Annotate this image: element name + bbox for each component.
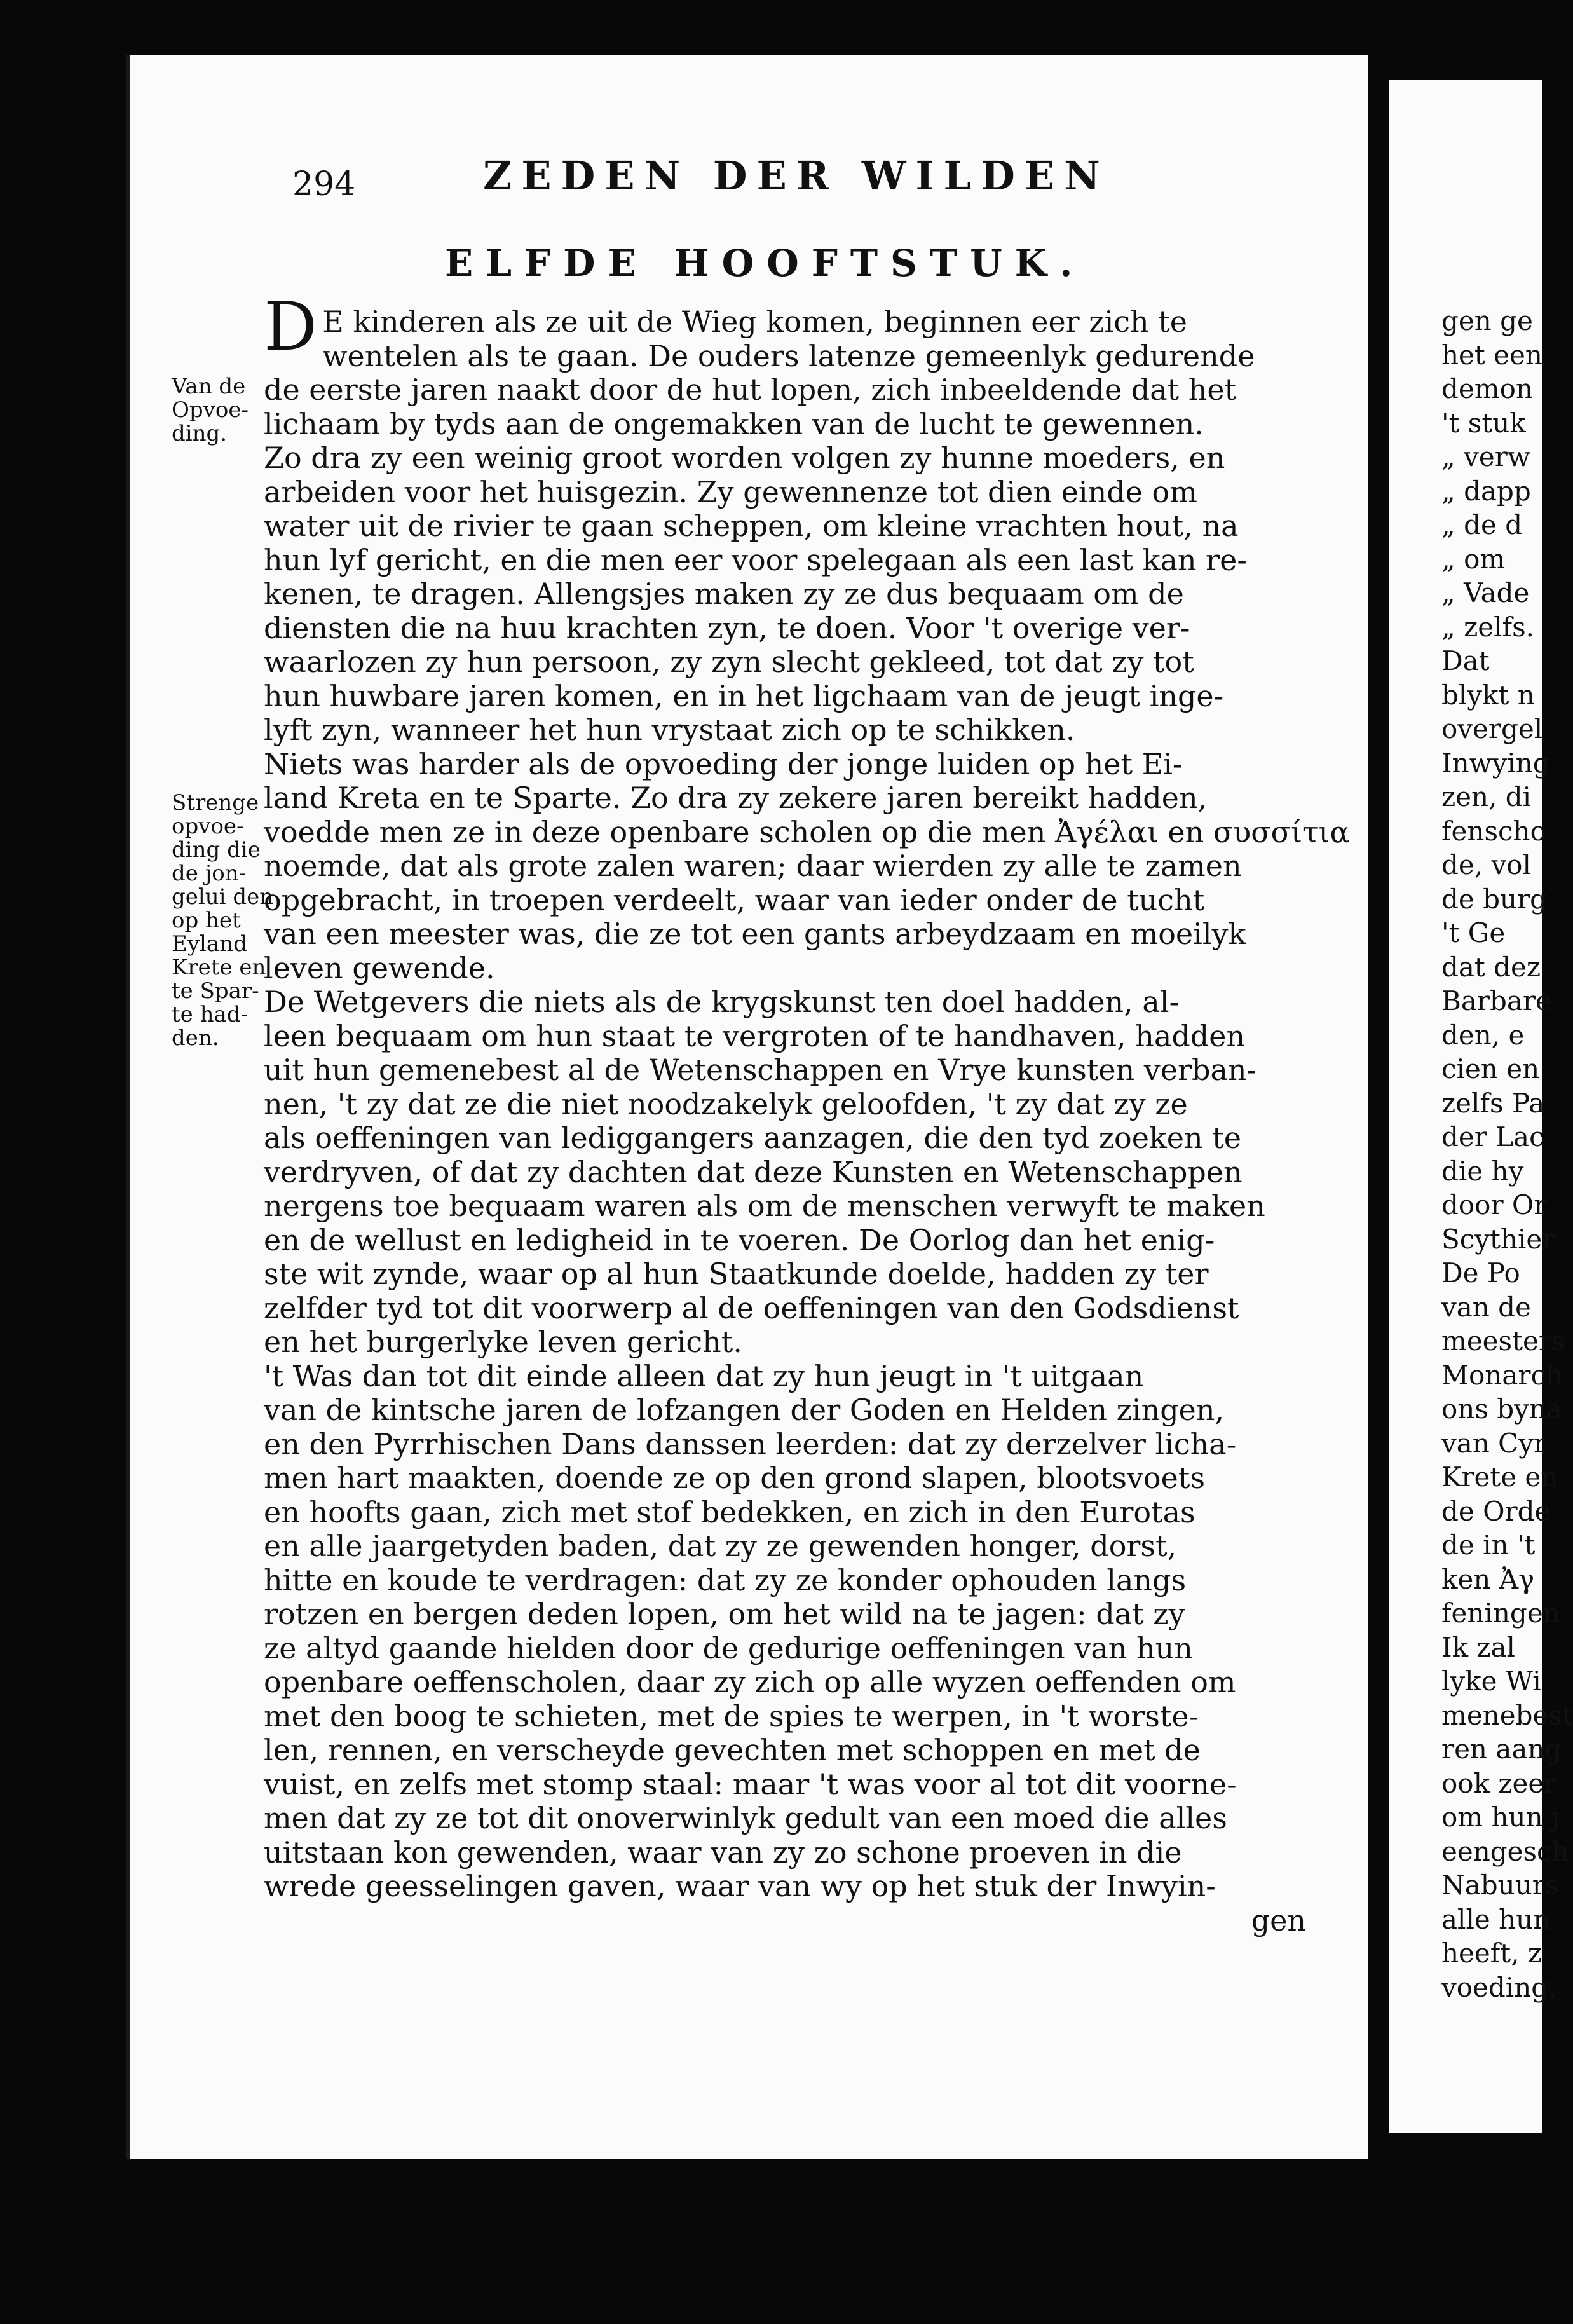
right-page-line: Nabuurs	[1441, 1869, 1559, 1901]
text-line: met den boog te schieten, met de spies te werpen, in 't worste-	[264, 1699, 1199, 1733]
right-page-line: ook zeer	[1441, 1767, 1557, 1799]
margin-note-line: te Spar-	[172, 978, 259, 1004]
right-page-line: Dat	[1441, 645, 1490, 676]
text-line: water uit de rivier te gaan scheppen, om kleine vrachten hout, na	[264, 509, 1239, 543]
text-line: van de kintsche jaren de lofzangen der Goden en Helden zingen,	[264, 1393, 1225, 1427]
text-line: hun huwbare jaren komen, en in het ligchaam van de jeugt inge-	[264, 678, 1224, 713]
right-page-line: Ik zal	[1441, 1631, 1515, 1663]
right-page-line: zen, di	[1441, 781, 1532, 812]
right-page-line: het een	[1441, 339, 1542, 371]
text-line: nen, 't zy dat ze die niet noodzakelyk geloofden, 't zy dat zy ze	[264, 1086, 1188, 1121]
margin-note-line: te had-	[172, 1002, 249, 1027]
right-page-line: van Cyr	[1441, 1427, 1547, 1459]
text-line: en den Pyrrhischen Dans danssen leerden: dat zy derzelver licha-	[264, 1426, 1237, 1461]
chapter-title: ELFDE HOOFTSTUK.	[445, 242, 1086, 285]
right-page-line: eengesch	[1441, 1835, 1569, 1867]
right-page-line: Monarch	[1441, 1359, 1563, 1391]
right-page-line: om hun j	[1441, 1801, 1560, 1833]
right-page-text	[1441, 304, 1573, 2004]
margin-note-line: Krete en	[172, 955, 266, 980]
right-page-line: 't Ge	[1441, 917, 1506, 948]
margin-note-line: op het	[172, 908, 241, 933]
right-page-line: „ Vade	[1441, 577, 1530, 608]
page-header	[292, 153, 1214, 222]
text-line: len, rennen, en verscheyde gevechten met schoppen en met de	[264, 1733, 1201, 1767]
right-page-line: blykt n	[1441, 679, 1535, 711]
right-page-line: cien en	[1441, 1053, 1540, 1084]
right-page-line: den, e	[1441, 1019, 1525, 1051]
text-line: Zo dra zy een weinig groot worden volgen zy hunne moeders, en	[264, 441, 1225, 475]
right-page-line: ken Ἀγ	[1441, 1563, 1535, 1595]
page-number: 294	[292, 165, 356, 203]
right-page-line: heeft, z	[1441, 1938, 1542, 1969]
margin-note-line: opvoe-	[172, 814, 244, 839]
text-line: verdryven, of dat zy dachten dat deze Kunsten en Wetenschappen	[264, 1154, 1243, 1189]
text-line: nergens toe bequaam waren als om de menschen verwyft te maken	[264, 1189, 1265, 1223]
text-line: kenen, te dragen. Allengsjes maken zy ze dus bequaam om de	[264, 577, 1184, 611]
text-line: uitstaan kon gewenden, waar van zy zo schone proeven in die	[264, 1835, 1182, 1869]
margin-note-line: den.	[172, 1025, 219, 1051]
right-page-line: overgel	[1441, 713, 1543, 744]
margin-note-line: ding die	[172, 837, 261, 863]
text-line: De Wetgevers die niets als de krygskunst ten doel hadden, al-	[264, 985, 1180, 1019]
right-page-line: door Or	[1441, 1189, 1547, 1220]
right-page-line: alle hun	[1441, 1903, 1551, 1935]
right-page-line: De Po	[1441, 1257, 1520, 1288]
margin-note-line: Opvoe-	[172, 397, 249, 423]
margin-note-line: Strenge	[172, 790, 259, 816]
text-line: leen bequaam om hun staat te vergroten of te handhaven, hadden	[264, 1018, 1246, 1053]
right-page-line: ren aang	[1441, 1733, 1562, 1765]
right-page-line: Inwying	[1441, 747, 1550, 779]
right-page-line: der Lac	[1441, 1121, 1544, 1152]
text-line: wrede geesselingen gaven, waar van wy op het stuk der Inwyin-	[264, 1869, 1216, 1903]
text-line: noemde, dat als grote zalen waren; daar wierden zy alle te zamen	[264, 849, 1242, 883]
text-line: vuist, en zelfs met stomp staal: maar 't was voor al tot dit voorne-	[264, 1767, 1237, 1801]
text-line: rotzen en bergen deden lopen, om het wild na te jagen: dat zy	[264, 1597, 1185, 1631]
text-line: diensten die na huu krachten zyn, te doen. Voor 't overige ver-	[264, 610, 1190, 645]
right-page-line: „ om	[1441, 543, 1506, 575]
body-text	[264, 288, 1350, 1938]
text-line: arbeiden voor het huisgezin. Zy gewennenze tot dien einde om	[264, 474, 1197, 509]
text-line-content: kinderen als ze uit de Wieg komen, beginnen eer zich te	[353, 304, 1187, 339]
text-line: hitte en koude te verdragen: dat zy ze konder ophouden langs	[264, 1562, 1187, 1597]
drop-cap: D	[264, 288, 318, 366]
text-line: zelfder tyd tot dit voorwerp al de oeffeningen van den Godsdienst	[264, 1290, 1239, 1325]
text-line: van een meester was, die ze tot een gants arbeydzaam en moeilyk	[264, 917, 1246, 951]
text-line: en het burgerlyke leven gericht.	[264, 1325, 742, 1359]
text-line: opgebracht, in troepen verdeelt, waar van ieder onder de tucht	[264, 882, 1205, 917]
text-line: en de wellust en ledigheid in te voeren. De Oorlog dan het enig-	[264, 1222, 1215, 1257]
text-line: en hoofts gaan, zich met stof bedekken, en zich in den Eurotas	[264, 1494, 1195, 1529]
right-page-line: ons byna	[1441, 1393, 1562, 1425]
right-page-line: die hy	[1441, 1155, 1524, 1187]
text-line: lyft zyn, wanneer het hun vrystaat zich op te schikken.	[264, 713, 1075, 747]
right-page-line: voeding.	[1441, 1971, 1557, 2003]
right-page-line: „ de d	[1441, 509, 1523, 540]
running-head: ZEDEN DER WILDEN	[483, 153, 1110, 199]
right-page-line: Krete en	[1441, 1461, 1558, 1493]
right-page-line: van de	[1441, 1291, 1531, 1323]
right-page-line: fenscho	[1441, 815, 1546, 847]
text-line: ze altyd gaande hielden door de gedurige oeffeningen van hun	[264, 1630, 1193, 1665]
right-page-line: dat dez	[1441, 951, 1541, 983]
right-page-line: de in 't	[1441, 1529, 1536, 1561]
right-page-line: lyke Wi	[1441, 1665, 1541, 1697]
right-page-line: demon	[1441, 373, 1533, 404]
text-line: voedde men ze in deze openbare scholen op die men Ἀγέλαι en συσσίτια	[264, 814, 1350, 849]
text-line: land Kreta en te Sparte. Zo dra zy zekere jaren bereikt hadden,	[264, 781, 1208, 815]
margin-note-line: Van de	[172, 374, 246, 399]
right-page-line: zelfs Pa	[1441, 1087, 1545, 1119]
right-page-line: gen ge	[1441, 305, 1533, 336]
margin-note-line: de jon-	[172, 861, 247, 886]
margin-note-line: Eyland	[172, 931, 247, 957]
text-line: waarlozen zy hun persoon, zy zyn slecht gekleed, tot dat zy tot	[264, 645, 1194, 679]
text-line: men dat zy ze tot dit onoverwinlyk gedult van een moed die alles	[264, 1801, 1227, 1835]
text-line: als oeffeningen van lediggangers aanzagen, die den tyd zoeken te	[264, 1121, 1241, 1155]
text-line: hun lyf gericht, en die men eer voor spelegaan als een last kan re-	[264, 542, 1247, 577]
right-page-line: „ zelfs.	[1441, 611, 1534, 643]
text-line: wentelen als te gaan. De ouders latenze gemeenlyk gedurende	[322, 338, 1255, 373]
drop-cap-rest: E	[322, 304, 353, 339]
right-page-line: „ dapp	[1441, 475, 1531, 507]
text-line: Niets was harder als de opvoeding der jonge luiden op het Ei-	[264, 746, 1183, 781]
right-page-line: de, vol	[1441, 849, 1531, 880]
right-page-line: de Orde	[1441, 1495, 1551, 1527]
right-page-line: Barbare	[1441, 985, 1551, 1016]
text-line: lichaam by tyds aan de ongemakken van de lucht te gewennen.	[264, 406, 1204, 441]
right-page-line: de burg	[1441, 883, 1547, 915]
text-line: de eerste jaren naakt door de hut lopen, zich inbeeldende dat het	[264, 373, 1237, 407]
right-page-line: 't stuk	[1441, 407, 1526, 439]
text-line: men hart maakten, doende ze op den grond slapen, blootsvoets	[264, 1461, 1205, 1495]
right-page-line: meesters	[1441, 1325, 1565, 1357]
catchword: gen	[1251, 1903, 1306, 1938]
right-page-line: Scythier	[1441, 1223, 1555, 1255]
text-line: openbare oeffenscholen, daar zy zich op alle wyzen oeffenden om	[264, 1665, 1236, 1699]
right-page-line: menebest	[1441, 1699, 1573, 1731]
margin-note-line: gelui den	[172, 884, 274, 910]
text-line: 't Was dan tot dit einde alleen dat zy hun jeugt in 't uitgaan	[264, 1358, 1144, 1393]
text-line: en alle jaargetyden baden, dat zy ze gewenden honger, dorst,	[264, 1529, 1177, 1563]
right-page-line: feningen	[1441, 1597, 1560, 1629]
right-page-line: „ verw	[1441, 441, 1530, 472]
text-line: uit hun gemenebest al de Wetenschappen en Vrye kunsten verban-	[264, 1053, 1257, 1087]
margin-note-line: ding.	[172, 421, 228, 446]
text-line: ste wit zynde, waar op al hun Staatkunde doelde, hadden zy ter	[264, 1257, 1209, 1291]
text-line: leven gewende.	[264, 950, 495, 985]
